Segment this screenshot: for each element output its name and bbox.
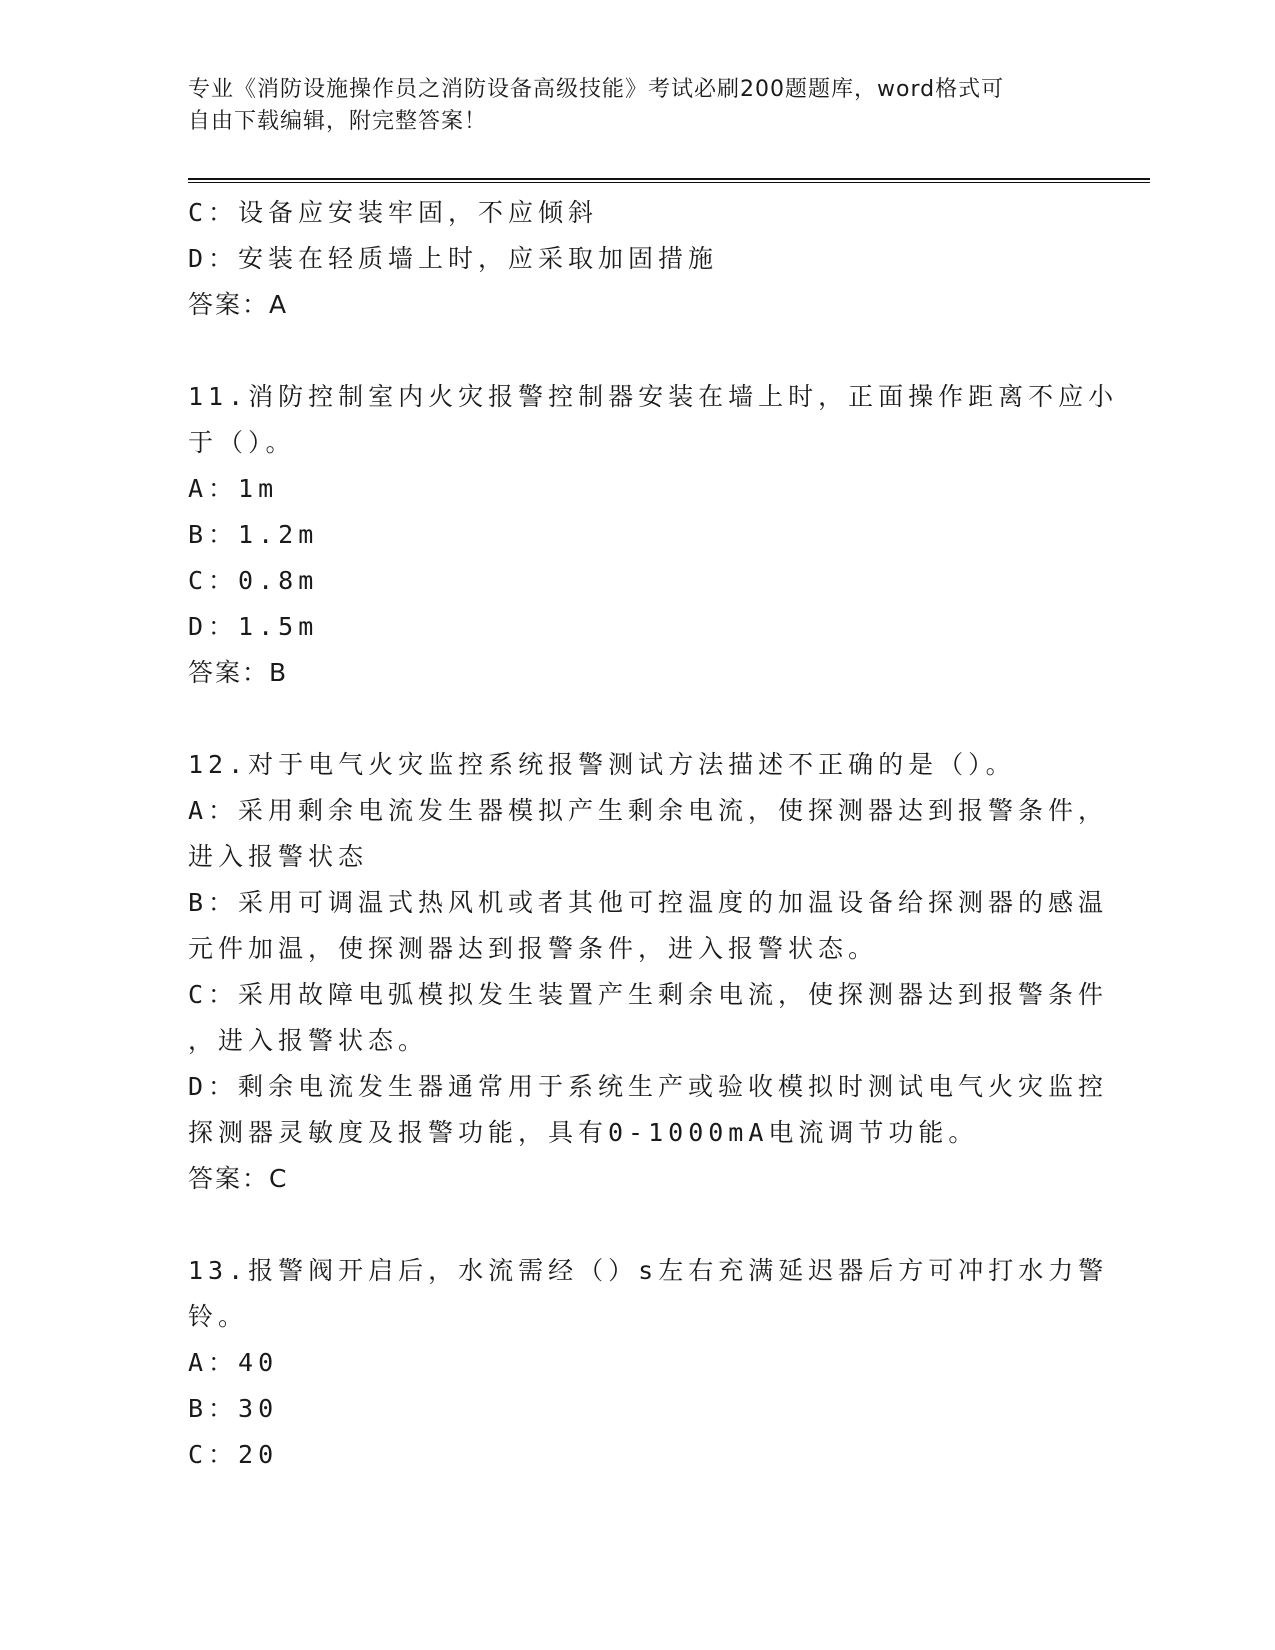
question-stem-cont: 于（）。 [188, 428, 296, 457]
question-stem: 12.对于电气火灾监控系统报警测试方法描述不正确的是（）。 [188, 750, 1016, 779]
answer: 答案：B [188, 658, 289, 687]
option-b-cont: 元件加温，使探测器达到报警条件，进入报警状态。 [188, 934, 879, 963]
question-12 [188, 742, 1109, 1202]
question-spacer [188, 696, 1068, 742]
question-stem: 13.报警阀开启后，水流需经（）s左右充满延迟器后方可冲打水力警 [188, 1256, 1109, 1285]
answer: 答案：C [188, 1164, 289, 1193]
option-a: A：采用剩余电流发生器模拟产生剩余电流，使探测器达到报警条件， [188, 796, 1109, 825]
question-spacer [188, 1202, 1068, 1248]
option-a-cont: 进入报警状态 [188, 842, 369, 871]
header-title-line1: 专业《消防设施操作员之消防设备高级技能》考试必刷200题题库，word格式可 [188, 77, 1005, 102]
question-13 [188, 1248, 1109, 1478]
option-c: C：20 [188, 1440, 279, 1469]
option-d: D：1.5m [188, 612, 319, 641]
question-11 [188, 374, 1119, 696]
option-b: B：1.2m [188, 520, 319, 549]
option-d: D：剩余电流发生器通常用于系统生产或验收模拟时测试电气火灾监控 [188, 1072, 1109, 1101]
question-list [188, 190, 1119, 1478]
option-c: C：采用故障电弧模拟发生装置产生剩余电流，使探测器达到报警条件 [188, 980, 1109, 1009]
question-stem-cont: 铃。 [188, 1302, 249, 1331]
option-a: A：1m [188, 474, 279, 503]
option-d: D：安装在轻质墙上时，应采取加固措施 [188, 244, 719, 273]
answer: 答案：A [188, 290, 289, 319]
option-d-cont: 探测器灵敏度及报警功能，具有0-1000mA电流调节功能。 [188, 1118, 979, 1147]
option-c: C：0.8m [188, 566, 319, 595]
option-a: A：40 [188, 1348, 279, 1377]
option-c-cont: ，进入报警状态。 [188, 1026, 429, 1055]
question-spacer [188, 328, 1068, 374]
question-stem: 11.消防控制室内火灾报警控制器安装在墙上时，正面操作距离不应小 [188, 382, 1119, 411]
option-b: B：30 [188, 1394, 279, 1423]
option-c: C：设备应安装牢固，不应倾斜 [188, 198, 599, 227]
option-b: B：采用可调温式热风机或者其他可控温度的加温设备给探测器的感温 [188, 888, 1109, 917]
document-header [188, 74, 1088, 138]
header-divider [188, 178, 1150, 183]
header-title-line2: 自由下载编辑，附完整答案！ [188, 109, 488, 134]
question-10-tail [188, 190, 1068, 328]
